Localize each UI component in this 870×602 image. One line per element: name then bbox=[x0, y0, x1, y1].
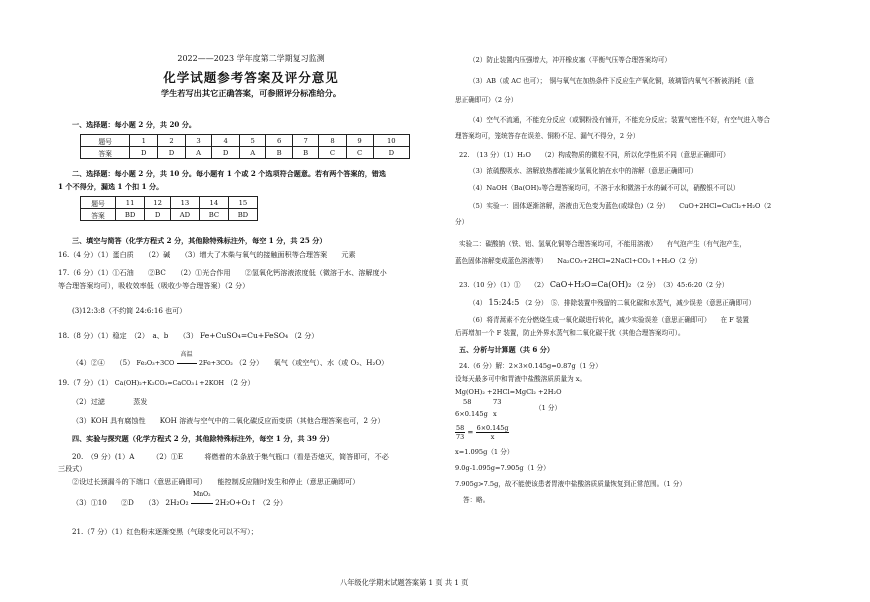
table-cell: AD bbox=[170, 209, 199, 221]
row-label: 题号 bbox=[81, 197, 116, 209]
q24-answer-end: 答：略。 bbox=[463, 496, 490, 504]
q22-answer-5: （5）实验一：固体逐渐溶解，溶液由无色变为蓝色(或绿色)（2 分） CuO+2HCl=CuCl₂+H₂O（2 bbox=[469, 202, 772, 210]
q23-ratio: 15:24:5 bbox=[488, 298, 520, 307]
q24-points-1: （1 分） bbox=[535, 404, 562, 412]
q17-answer-cont: 等合理答案均可），吸收效率低（吸收少等合理答案）（2 分） bbox=[58, 281, 250, 290]
q23-answer-4 bbox=[469, 298, 755, 308]
q24-equation: Mg(OH)₂ +2HCl=MgCl₂ +2H₂O bbox=[455, 388, 562, 396]
q17-answer-3: (3)12:3:8（不约简 24:6:16 也可） bbox=[72, 306, 187, 315]
table-cell: D bbox=[373, 147, 409, 159]
q18-text-2: （4）②④ （5） bbox=[72, 358, 135, 367]
table-cell: 10 bbox=[373, 135, 409, 147]
table-cell: 2 bbox=[158, 135, 186, 147]
fraction-numerator: 58 bbox=[456, 424, 465, 432]
table-cell: 12 bbox=[145, 197, 171, 209]
q23-text-3: （4） bbox=[469, 299, 487, 307]
table-row bbox=[81, 147, 410, 159]
table-cell: BD bbox=[116, 209, 145, 221]
fraction-numerator: 6×0.145g bbox=[476, 424, 509, 432]
q18-equation: Fe+CuSO₄=Cu+FeSO₄ bbox=[199, 331, 289, 340]
section2-answer-table bbox=[80, 196, 258, 221]
q19-answer-2: （2）过滤 蒸发 bbox=[72, 397, 148, 406]
q23-answer bbox=[459, 280, 728, 290]
q18-equation-rhs: 2Fe+3CO₂ bbox=[198, 359, 233, 367]
fraction-right bbox=[476, 424, 510, 441]
q22-answer-5-cont: 分） bbox=[455, 218, 469, 226]
table-cell: D bbox=[212, 147, 240, 159]
table-row bbox=[81, 197, 258, 209]
q24-setup: 设每天最多可中和胃液中盐酸溶质质量为 x。 bbox=[455, 375, 587, 383]
period-header: 2022——2023 学年度第二学期复习监测 bbox=[177, 54, 325, 63]
q23-text-4: （2 分） ⑤．排除装置中残留的二氧化碳和水蒸气，减少误差（意思正确即可） bbox=[521, 299, 756, 307]
grading-note: 学生若写出其它正确答案，可参照评分标准给分。 bbox=[160, 88, 342, 98]
fraction-denominator: x bbox=[490, 433, 495, 441]
q24-proportion bbox=[455, 424, 509, 441]
q21-answer-4: （4）空气不流通，不能充分反应（或铜粉没有铺开，不能充分反应；装置气密性不好，有空气进入等合 bbox=[469, 116, 770, 124]
q16-answer: 16.（4 分）（1）蛋白质 （2）碱 （3）增大了木柴与氧气的接触面积等合理答案 元素 bbox=[58, 250, 356, 259]
table-cell: D bbox=[158, 147, 186, 159]
table-cell: C bbox=[346, 147, 373, 159]
q18-equation-lhs: Fe₂O₃+3CO bbox=[136, 359, 175, 367]
q19-text: 19.（7 分）（1） bbox=[58, 378, 113, 387]
table-cell: 1 bbox=[130, 135, 158, 147]
condition-text: 高温 bbox=[180, 351, 193, 358]
q24-answer: 24.（6 分）解：2×3×0.145g=0.87g（1 分） bbox=[459, 362, 602, 370]
table-cell: 9 bbox=[346, 135, 373, 147]
table-cell: B bbox=[266, 147, 293, 159]
table-cell: 15 bbox=[228, 197, 257, 209]
q21-answer-4-cont: 理答案均可，笼统答存在误差、铜粉不足、漏气不得分，2 分） bbox=[455, 132, 640, 140]
q20-equation-rhs: 2H₂O+O₂↑ bbox=[215, 498, 257, 507]
section4-heading: 四、实验与探究题（化学方程式 2 分，其他除特殊标注外，每空 1 分，共 39 分） bbox=[72, 434, 334, 443]
q23-text: 23.（10 分）（1）① （2） bbox=[459, 281, 548, 289]
table-cell: D bbox=[130, 147, 158, 159]
table-cell: D bbox=[145, 209, 171, 221]
table-row bbox=[81, 135, 410, 147]
q20-text: （3）①10 ②D （3） bbox=[72, 498, 164, 507]
table-cell: BD bbox=[228, 209, 257, 221]
q23-answer-6: （6）将青蒿素不充分燃烧生成一氧化碳进行转化，减少实验误差（意思正确即可） 在 F 装置 bbox=[469, 316, 750, 324]
q22-experiment-2: 实验二：碳酸钠（铁、铝、氢氧化铜等合理答案均可，不能用溶液） 有气泡产生（有气泡产生， bbox=[459, 240, 746, 248]
row-label: 题号 bbox=[81, 135, 130, 147]
section1-heading: 一、选择题：每小题 2 分，共 20 分。 bbox=[72, 120, 196, 129]
table-cell: 4 bbox=[212, 135, 240, 147]
table-cell: 14 bbox=[199, 197, 228, 209]
table-cell: 13 bbox=[170, 197, 199, 209]
q22-answer-4: （4）NaOH（Ba(OH)₂等合理答案均可，不溶于水和微溶于水的碱不可以，硝酸银不可以） bbox=[469, 184, 740, 192]
q19-points: （2 分） bbox=[226, 378, 255, 387]
q19-equation: Ca(OH)₂+K₂CO₃=CaCO₃↓+2KOH bbox=[114, 379, 225, 387]
q24-result: x=1.095g（1 分） bbox=[455, 448, 514, 456]
q20-points: （2 分） bbox=[258, 498, 287, 507]
table-cell: 3 bbox=[185, 135, 211, 147]
q19-answer-3: （3）KOH 具有腐蚀性 KOH 溶液与空气中的二氧化碳反应而变质（其他合理答案也可，2 分） bbox=[72, 416, 385, 425]
q24-value-1: 6×0.145g bbox=[455, 410, 488, 418]
table-cell: BC bbox=[199, 209, 228, 221]
table-cell: B bbox=[292, 147, 319, 159]
q20-equation-lhs: 2H₂O₂ bbox=[165, 498, 189, 507]
q20-equation-arrow bbox=[191, 491, 213, 507]
table-cell: 6 bbox=[266, 135, 293, 147]
q21-answer: 21.（7 分）（1）红色粉末逐渐变黑（气球变化可以不写）； bbox=[72, 527, 258, 536]
table-cell: 11 bbox=[116, 197, 145, 209]
q20-answer-3 bbox=[72, 491, 287, 507]
table-cell: 7 bbox=[292, 135, 319, 147]
q18-equation-arrow bbox=[177, 351, 197, 367]
q23-answer-6-cont: 后再增加一个 F 装置，防止外界水蒸气和二氧化碳干扰（其他合理答案均可）。 bbox=[455, 329, 685, 337]
table-cell: A bbox=[240, 147, 266, 159]
fraction-denominator: 73 bbox=[456, 433, 465, 441]
row-label: 答案 bbox=[81, 147, 130, 159]
equals-sign: = bbox=[467, 427, 474, 437]
q21-answer-2: （2）防止装置内压强增大，冲开橡皮塞（平衡气压等合理答案均可） bbox=[469, 56, 672, 64]
row-label: 答案 bbox=[81, 209, 116, 221]
q24-subtract: 9.0g-1.095g=7.905g（1 分） bbox=[455, 464, 550, 472]
q17-answer: 17.（6 分）（1）①石油 ②BC （2）①光合作用 ②氢氧化钙溶液浓度低（微溶于水、溶解度小 bbox=[58, 268, 387, 277]
q18-text-3: （2 分） 氧气（或空气）、水（或 O₂、H₂O） bbox=[235, 358, 389, 367]
q21-answer-3: （3）AB（或 AC 也可）； 铜与氧气在加热条件下反应生产氧化铜，玻璃管内氧气不断被消耗（意 bbox=[469, 77, 754, 85]
page-footer: 八年级化学期末试题答案第 1 页 共 1 页 bbox=[340, 578, 469, 587]
q18-answer-cont bbox=[72, 351, 389, 368]
q22-experiment-2-cont: 蓝色固体溶解变成蓝色溶液等） Na₂CO₃+2HCl=2NaCl+CO₂↑+H₂O（2 分） bbox=[455, 257, 702, 265]
q18-points: （2 分） bbox=[290, 331, 319, 340]
q20-answer-cont: 三段式） bbox=[58, 464, 87, 473]
section1-answer-table bbox=[80, 134, 410, 159]
q24-mass-1: 58 bbox=[463, 398, 472, 406]
q24-conclusion: 7.905g>7.5g，故不能使该患者胃液中盐酸溶质质量恢复到正常范围。（1 分） bbox=[455, 480, 686, 488]
section5-heading: 五、分析与计算题（共 6 分） bbox=[459, 345, 554, 354]
q19-answer bbox=[58, 378, 254, 388]
page-title: 化学试题参考答案及评分意见 bbox=[163, 70, 339, 85]
q23-equation: CaO+H₂O=Ca(OH)₂ bbox=[549, 280, 632, 289]
section3-heading: 三、填空与简答（化学方程式 2 分，其他除特殊标注外，每空 1 分，共 25 分） bbox=[72, 236, 327, 245]
table-cell: 8 bbox=[319, 135, 346, 147]
condition-text: MnO₂ bbox=[193, 491, 211, 498]
q24-value-2: x bbox=[493, 410, 497, 418]
q22-answer-3: （3）浓硫酸吸水、溶解放热都能减少氢氧化钠在水中的溶解（意思正确即可） bbox=[469, 167, 698, 175]
table-cell: 5 bbox=[240, 135, 266, 147]
q24-mass-2: 73 bbox=[493, 398, 502, 406]
table-cell: C bbox=[319, 147, 346, 159]
table-row bbox=[81, 209, 258, 221]
q23-text-2: （2 分） （3）45:6:20（2 分） bbox=[633, 281, 729, 289]
q22-answer: 22. （13 分）（1）H₂O （2）构成物质的微粒不同，所以化学性质不同（意思正确即可） bbox=[459, 151, 730, 159]
q21-answer-3-cont: 思正确即可）（2 分） bbox=[455, 96, 518, 104]
q20-answer-2: ②设过长颈漏斗的下端口（意思正确即可） 能控制反应随时发生和停止（意思正确即可） bbox=[72, 477, 360, 486]
q18-text: 18.（8 分）（1）稳定 （2） a、b （3） bbox=[58, 331, 198, 340]
q20-answer: 20. （9 分）(1）A （2）①E 将燃着的木条放于集气瓶口（看是否熄灭，简答即可，不必 bbox=[72, 452, 389, 461]
section2-heading-cont: 1 个不得分，漏选 1 个扣 1 分。 bbox=[58, 182, 164, 191]
fraction-left bbox=[455, 424, 465, 441]
q18-answer bbox=[58, 331, 318, 340]
table-cell: A bbox=[185, 147, 211, 159]
section2-heading: 二、选择题：每小题 2 分，共 10 分。每小题有 1 个或 2 个选项符合题意。若有两个答案的，错选 bbox=[72, 169, 386, 178]
